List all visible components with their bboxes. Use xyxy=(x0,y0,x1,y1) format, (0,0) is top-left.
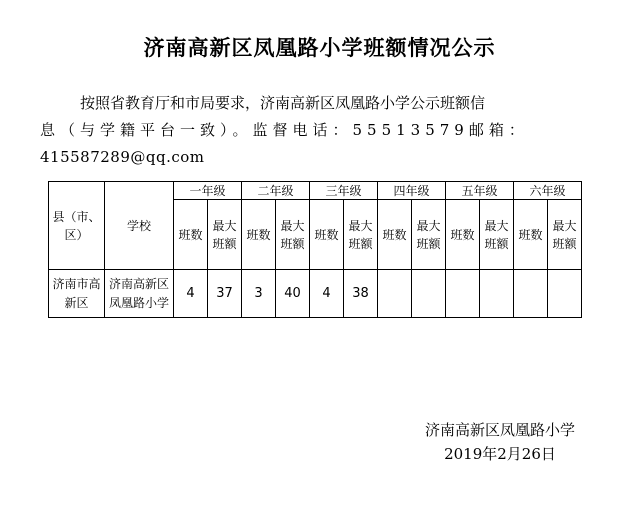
notice-line-3: 415587289@qq.com xyxy=(40,148,205,166)
cell-county: 济南市高新区 xyxy=(49,270,105,318)
cell-grade1-classes: 4 xyxy=(174,270,208,318)
header-grade-1: 一年级 xyxy=(174,182,242,200)
class-size-table xyxy=(48,181,582,318)
header-class-count: 班数 xyxy=(310,200,344,270)
cell-grade2-max: 40 xyxy=(276,270,310,318)
header-max-size: 最大班额 xyxy=(480,200,514,270)
header-class-count: 班数 xyxy=(174,200,208,270)
cell-grade4-max xyxy=(412,270,446,318)
cell-grade6-classes xyxy=(514,270,548,318)
page-title: 济南高新区凤凰路小学班额情况公示 xyxy=(143,36,496,60)
header-max-size: 最大班额 xyxy=(412,200,446,270)
header-grade-2: 二年级 xyxy=(242,182,310,200)
header-grade-3: 三年级 xyxy=(310,182,378,200)
signature-org: 济南高新区凤凰路小学 xyxy=(424,421,575,439)
cell-grade1-max: 37 xyxy=(208,270,242,318)
grade-header-row xyxy=(49,182,582,200)
header-school: 学校 xyxy=(105,182,174,270)
header-class-count: 班数 xyxy=(446,200,480,270)
header-class-count: 班数 xyxy=(378,200,412,270)
notice-text xyxy=(40,90,600,171)
header-max-size: 最大班额 xyxy=(208,200,242,270)
header-max-size: 最大班额 xyxy=(276,200,310,270)
cell-grade5-classes xyxy=(446,270,480,318)
cell-grade3-classes: 4 xyxy=(310,270,344,318)
signature-block xyxy=(390,418,610,466)
header-max-size: 最大班额 xyxy=(548,200,582,270)
cell-grade3-max: 38 xyxy=(344,270,378,318)
table-row xyxy=(49,270,582,318)
cell-grade4-classes xyxy=(378,270,412,318)
notice-line-1: 按照省教育厅和市局要求，济南高新区凤凰路小学公示班额信 xyxy=(80,94,486,112)
header-max-size: 最大班额 xyxy=(344,200,378,270)
notice-line-2: 息（与学籍平台一致）。监督电话：55513579邮箱： xyxy=(40,121,529,139)
cell-school: 济南高新区凤凰路小学 xyxy=(105,270,174,318)
header-class-count: 班数 xyxy=(242,200,276,270)
header-class-count: 班数 xyxy=(514,200,548,270)
cell-grade2-classes: 3 xyxy=(242,270,276,318)
header-county: 县（市、区） xyxy=(49,182,105,270)
header-grade-4: 四年级 xyxy=(378,182,446,200)
header-grade-6: 六年级 xyxy=(514,182,582,200)
cell-grade5-max xyxy=(480,270,514,318)
header-grade-5: 五年级 xyxy=(446,182,514,200)
signature-date: 2019年2月26日 xyxy=(444,445,556,463)
cell-grade6-max xyxy=(548,270,582,318)
